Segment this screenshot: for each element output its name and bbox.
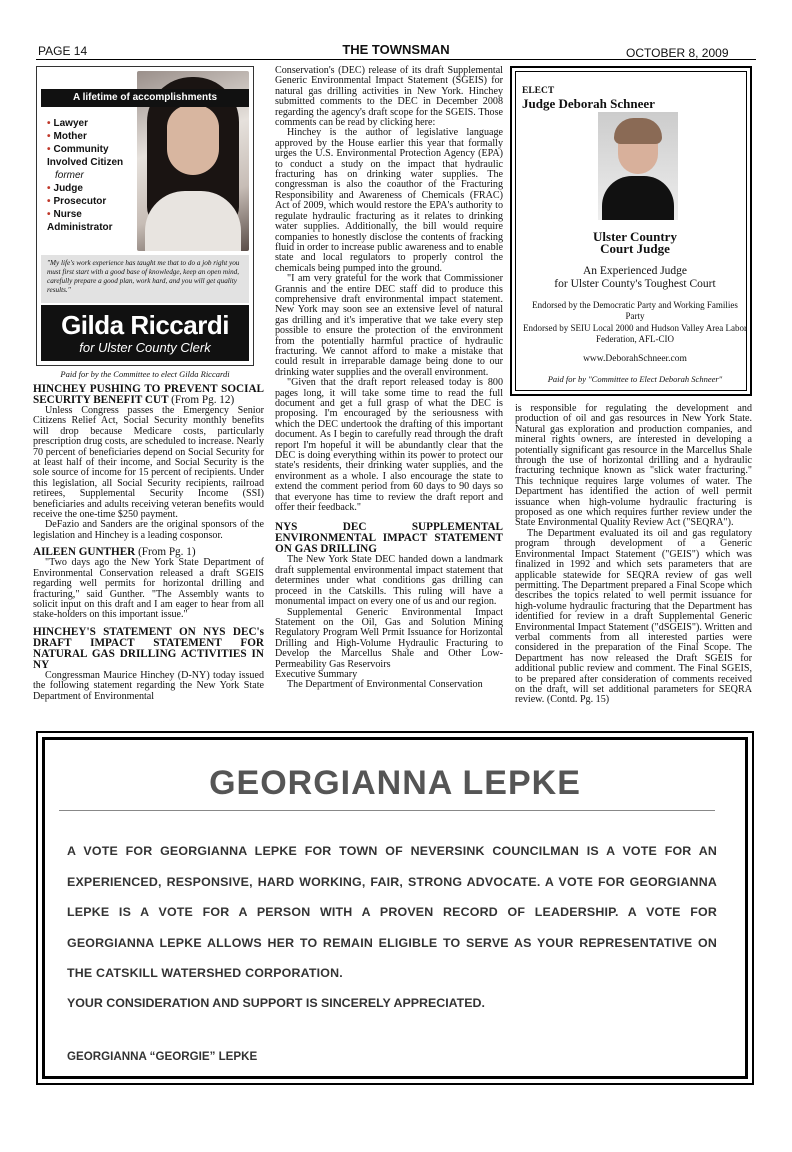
page-number: PAGE 14 xyxy=(38,44,88,58)
article-paragraph: Congressman Maurice Hinchey (D-NY) today issued the following statement regarding the New York State Department of Environmental xyxy=(33,669,264,702)
article-paragraph: "Given that the draft report released today is 800 pages long, it will take some time to read the full document and get a full grasp of what the DEC is proposing. I'm encouraged by the seriousness with which the DEC undertook the drafting of this important document. As I begin to carefully read through the draft report I'm hopeful it will be abundantly clear that the DEC is doing everything within its power to protect our state's residents, their drinking water supplies, and the environment as a whole. I also encourage the state to extend the comment period from 60 days to 90 days so that everyone has time to review the draft report and offer their feedback." xyxy=(275,377,503,514)
headline-hinchey-statement: HINCHEY'S STATEMENT ON NYS DEC's DRAFT IMPACT STATEMENT FOR NATURAL GAS DRILLING ACTIVITIES IN NY xyxy=(33,625,264,671)
article-paragraph: "I am very grateful for the work that Commissioner Grannis and the entire DEC staff did to produce this comprehensive draft environmental impact statement. New York may soon see an extensive level of natural gas drilling and it's imperative that we take every step possible to ensure the protection of the environment from the potentially harmful practice of hydraulic fracturing. We cannot afford to make a mistake that could result in irreparable damage being done to our drinking water supplies and the overall environment. xyxy=(275,273,503,378)
candidate-quote: "My life's work experience has taught me that to do a job right you must first start with a good base of knowledge, keep an open mind, carefully prepare a good plan, work hard, and you will get quality results." xyxy=(41,255,249,303)
list-item: • Lawyer xyxy=(47,118,88,129)
endorsement-1: Endorsed by the Democratic Party and Working Families Party xyxy=(532,300,738,321)
georgianna-lepke-ad xyxy=(36,731,754,1085)
ad-title: GEORGIANNA LEPKE xyxy=(209,764,581,802)
former-label: former xyxy=(55,170,84,181)
article-paragraph: "Two days ago the New York State Department of Environmental Conservation released a draft SGEIS regarding well permits for horizontal drilling and fracturing," said Gunther. "The Assembly wants to solicit input on this draft and I am eager to hear from all stake-holders on this important issue." xyxy=(33,557,264,621)
list-item: • Nurse Administrator xyxy=(47,209,113,233)
article-column-1 xyxy=(33,378,264,702)
headline-nys-dec: NYS DEC SUPPLEMENTAL ENVIRONMENTAL IMPACT STATEMENT ON GAS DRILLING xyxy=(275,521,503,556)
office-line-2: Court Judge xyxy=(600,241,670,256)
article-column-3 xyxy=(515,404,752,706)
list-item: • Prosecutor xyxy=(47,196,107,207)
tagline-2: for Ulster County's Toughest Court xyxy=(554,278,716,290)
article-paragraph: Conservation's (DEC) release of its draft Supplemental Generic Environmental Impact Statement (SGEIS) for natural gas drilling activities in New York. Hinchey submitted comments to the DEC in December 2008 regarding the agency's draft scope for the SGEIS. Those comments can be read by clicking here: xyxy=(275,65,503,129)
list-item: • Judge xyxy=(47,183,83,194)
gilda-riccardi-ad xyxy=(36,66,254,366)
article-paragraph: DeFazio and Sanders are the original sponsors of the legislation and Hinchey is a leading cosponsor. xyxy=(33,519,264,541)
article-paragraph: The Department of Environmental Conservation xyxy=(287,679,483,691)
paid-for-notice: Paid for by "Committee to Elect Deborah Schneer" xyxy=(547,374,723,384)
elect-label: ELECT xyxy=(522,86,555,96)
candidate-name: Judge Deborah Schneer xyxy=(522,96,655,111)
list-item: • Community Involved Citizen xyxy=(47,144,124,168)
candidate-photo xyxy=(598,112,678,220)
headline-aileen-gunther: AILEEN GUNTHER (From Pg. 1) xyxy=(33,546,196,559)
ad-signature: GEORGIANNA “GEORGIE” LEPKE xyxy=(67,1050,258,1063)
article-column-2 xyxy=(275,66,503,691)
header-rule xyxy=(36,59,756,60)
list-item: • Mother xyxy=(47,131,87,142)
article-paragraph: Hinchey is the author of legislative language approved by the House earlier this year that formally urges the U.S. Environmental Protection Agency (EPA) to conduct a study on the impact that hydraulic fracturing has on drinking water supplies. The congressman is also the coauthor of the Fracturing Responsibility and Awareness of Chemicals (FRAC) Act of 2009, which would restore the EPA's authority to regulate hydraulic fracturing as it relates to drinking water supplies. Additionally, the bill would require companies to honestly disclose the contents of fracking fluid in order to increase public awareness and to enable state and local regulators to properly control the chemicals being pumped into the ground. xyxy=(275,127,503,274)
endorsement-2: Endorsed by SEIU Local 2000 and Hudson Valley Area Labor Federation, AFL-CIO xyxy=(522,323,748,344)
candidate-name: Gilda Riccardi xyxy=(61,310,229,340)
ad-banner: A lifetime of accomplishments xyxy=(41,89,249,107)
article-paragraph: Unless Congress passes the Emergency Senior Citizens Relief Act, Social Security monthly benefits will drop because Medicare costs, particularly prescription drug costs, are scheduled to increase. Nearly 70 percent of beneficiaries depend on Social Security for at least half of their income, and Social Security is the sole source of income for 15 percent of recipients. Under this legislation, all Social Security recipients, railroad retirees, Supplemental Security Income (SSI) beneficiaries and adults receiving veteran benefits would receive the one-time $250 payment. xyxy=(33,405,264,521)
candidate-name-block xyxy=(41,305,249,361)
article-paragraph: Supplemental Generic Environmental Impact Statement on the Oil, Gas and Solution Mining Regulatory Program Well Prmit Issuance for Horizontal Drilling and High-Volume Hydraulic Fracturing to Develop the Marcellus Shale and Other Low-Permeability Gas Reservoirs xyxy=(275,606,503,670)
article-paragraph: The New York State DEC handed down a landmark draft supplemental environmental impact statement that determines under what conditions gas drilling can proceed in the Catskills. This ruling will have a monumental impact on every one of us and our region. xyxy=(275,554,503,608)
accomplishment-list xyxy=(47,117,143,234)
ad-thanks: YOUR CONSIDERATION AND SUPPORT IS SINCERELY APPRECIATED. xyxy=(67,996,485,1010)
paid-for-notice: Paid for by the Committee to elect Gilda Riccardi xyxy=(60,369,230,379)
article-paragraph: is responsible for regulating the development and production of oil and gas resources in New York State. Natural gas exploration and production companies, and mineral rights owners, are interested in developing a potentially significant gas resource in the Marcellus Shale through the use of horizontal drilling and a hydraulic fracturing technique known as "slick water fracturing." This technique requires large volumes of water. The Department has identified the action of well permit issuance when high-volume hydraulic fracturing is proposed as one which requires further review under the State Environmental Quality Review Act ("SEQRA"). xyxy=(515,403,752,529)
ad-body: A VOTE FOR GEORGIANNA LEPKE FOR TOWN OF NEVERSINK COUNCILMAN IS A VOTE FOR AN EXPERIENCED, RESPONSIVE, HARD WORKING, FAIR, STRONG ADVOCATE. A VOTE FOR GEORGIANNA LEPKE IS A VOTE FOR A PERSON WITH A PROVEN RECORD OF LEADERSHIP. A VOTE FOR GEORGIANNA LEPKE ALLOWS HER TO REMAIN ELIGIBLE TO SERVE AS YOUR REPRESENTATIVE ON THE CATSKILL WATERSHED CORPORATION. xyxy=(67,844,717,980)
headline-social-security: HINCHEY PUSHING TO PREVENT SOCIAL SECURITY BENEFIT CUT (From Pg. 12) xyxy=(33,383,264,406)
divider xyxy=(59,810,715,811)
deborah-schneer-ad xyxy=(510,66,752,396)
website-link[interactable]: www.DeborahSchneer.com xyxy=(583,354,687,364)
newspaper-name: THE TOWNSMAN xyxy=(342,42,450,57)
candidate-office: for Ulster County Clerk xyxy=(79,340,211,355)
issue-date: OCTOBER 8, 2009 xyxy=(626,46,729,60)
article-paragraph: Executive Summary xyxy=(275,668,358,680)
tagline-1: An Experienced Judge xyxy=(582,265,688,277)
office-line-1: Ulster Country xyxy=(593,229,677,244)
article-paragraph: The Department evaluated its oil and gas regulatory program through development of a Generic Environmental Impact Statement ("GEIS") which was finalized in 1992 and which sets parameters that are applicable statewide for SEQRA review of gas well permitting. The Department prepared a Final Scope which describes the topics related to well permit issuance for high-volume hydraulic fracturing that the Department has identified for review in a draft Supplemental Generic Environmental Impact Statement ("dSGEIS"). Written and verbal comments from all interested parties were considered in the preparation of the Final Scope. The Department has now released the Draft SGEIS for additional public review and comment. The Final SGEIS, to be prepared after consideration of comments received on the draft, will set additional parameters for SEQRA review. (Contd. Pg. 15) xyxy=(515,527,752,706)
